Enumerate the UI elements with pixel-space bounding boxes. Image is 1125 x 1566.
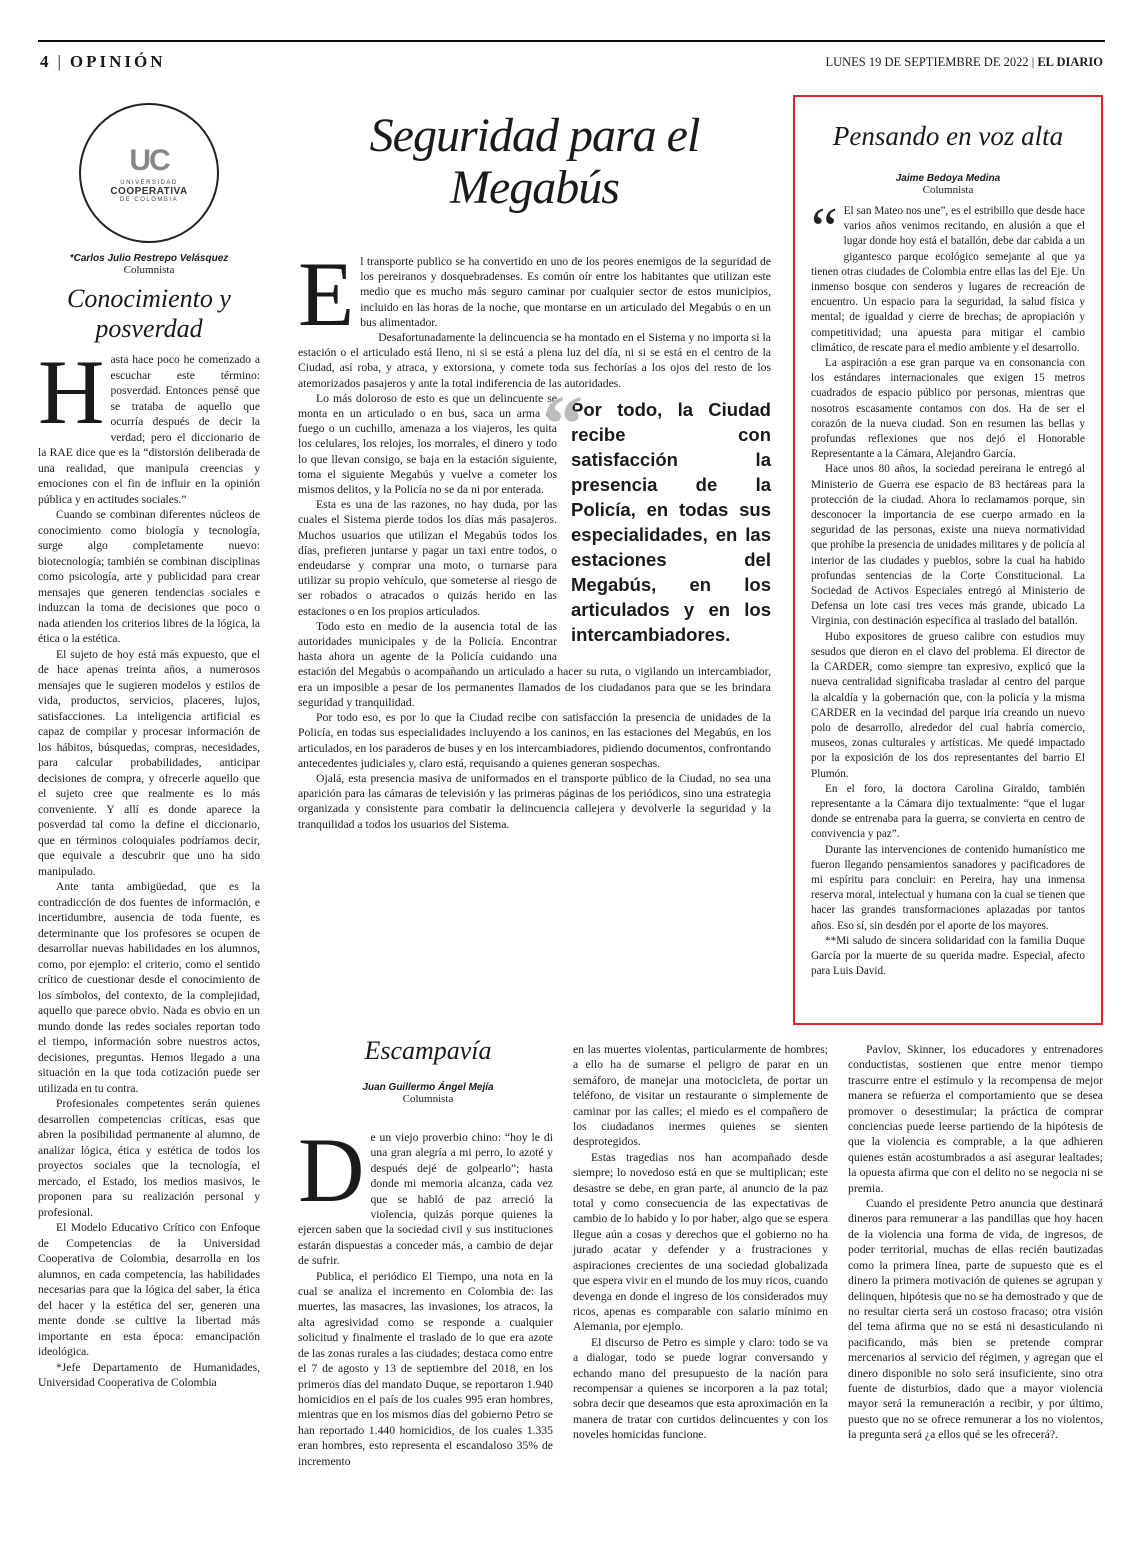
editorial-column [298,110,771,832]
left-author: *Carlos Julio Restrepo Velásquez [69,253,229,264]
logo-text-2: COOPERATIVA [110,185,188,197]
left-paragraph-3: El sujeto de hoy está más expuesto, que el de hace apenas treinta años, a numerosos mensajes que le sugieren modelos y estilos de vida, productos, servicios, placeres, lujos, satisfacciones. La inteligencia artificial es capaz de compilar y procesar información de los hábitos, búsquedas, compras, necesidades, para calcular probabilidades, anticipar decisiones de compra, y ofrecerle aquello que el sujeto cree que realmente es lo más conveniente. Y allí es donde aparece la posverdad tal como la define el diccionario, que en términos coloquiales podríamos decir, que equivale a descubrir que uno ha sido manipulado. [38,647,260,878]
page-header-section [40,52,166,72]
bottom-c3-paragraph-1: Pavlov, Skinner, los educadores y entrenadores conductistas, sostienen que entre menor tiempo trascurre entre el estímulo y la recompensa de mejor manera se refuerza el comportamiento que se desea promover o desestimular; la práctica de comprar conciencias puede leerse partiendo de la hipótesis de que la violencia es comprable, a la que adhieren quienes están acostumbrados a así asegurar lealtades; la opuesta afirma que con el delito no se negocia ni se premia. [848,1043,1103,1195]
right-boxed-column [793,95,1103,1025]
bottom-c2-paragraph-3: El discurso de Petro es simple y claro: todo se va a dialogar, todo se puede lograr conversando y echando mano del presupuesto de la nación para recompensar a quienes se incorporen a la paz total; sobra decir que deseamos que esta aproximación en la manera de tratar con curtidos delincuentes y con los noveles homicidas funcione. [573,1335,828,1442]
right-article-title: Pensando en voz alta [832,121,1064,151]
editorial-paragraph-7: Ojalá, esta presencia masiva de uniformados en el transporte público de la Ciudad, no sea una aparición para las cámaras de televisión y las primeras páginas de los periódicos, sino una estrategia organizada y consistente para combatir la delincuencia callejera y devolverle la seguridad y la tranquilidad a todos los usuarios del Sistema. [298,771,771,831]
editorial-paragraph-2: Desafortunadamente la delincuencia se ha montado en el Sistema y no importa si la estación o el articulado está lleno, ni si se está a plena luz del día, ni si se está en el centro de la Ciudad, así roba, y atraca, y extorsiona, y comete toda sus fechorías a los ojos del resto de los atemorizados pasajeros y ante la total indiferencia de las autoridades. [298,331,771,390]
bottom-c2-paragraph-2: Estas tragedias nos han acompañado desde siempre; lo novedoso está en que se multiplican; este desastre se debe, en gran parte, al anuncio de la paz total y como consecuencia de las expectativas de cambio de lo habido y lo por haber, algo que se espera llegue aún a cosas y derechos que el gobierno no ha jurado acatar y defender y a frustraciones y aspiraciones crecientes de una sociedad globalizada que espera vivir en el mundo de los muy ricos, cuando devenga en donde el ingreso de los considerados muy ricos, apenas es comparable con salario mínimo en Alemania, por ejemplo. [573,1150,828,1334]
editorial-paragraph-1: l transporte publico se ha convertido en uno de los peores enemigos de la seguridad de los pereiranos y dosquebradenses. Es común oír entre los habitantes que utilizan este medio que es mucho más seguro caminar por cualquier sector de estos municipios, incluido en las horas de la noche, que montarse en un articulado del Megabús o en un bus alimentador. [360,255,771,329]
bottom-column-2 [573,1042,828,1443]
left-column [38,95,260,1391]
newspaper-name: EL DIARIO [1037,55,1103,69]
right-role: Columnista [922,184,974,196]
right-paragraph-3: Hace unos 80 años, la sociedad pereirana le entregó al Ministerio de Guerra ese espacio de 83 hectáreas para la protección de la ciudad. Ahora lo reclamamos porque, sin desconocer la importancia de ese cuerpo armado en la seguridad de las personas, existe una nueva normatividad que prohíbe la presencia de unidades militares y de policía al interior de las ciudades y pueblos, sobre la cual ha habido profundas sentencias de la Corte Constitucional. La Sociedad de Activos Especiales entregó al Ministerio de Defensa un lote casi tres veces más grande, ubicado La Virginia, con destinación específica al traslado del batallón. [811,463,1085,628]
left-paragraph-1: asta hace poco he comenzado a escuchar este término: posverdad. Entonces pensé que se trataba de aquello que ocurría después de decir la verdad; pero el diccionario de la RAE dice que es la “distorsión deliberada de una realidad, que manipula creencias y emociones con el fin de influir en la opinión pública y en actitudes sociales.” [38,353,260,506]
bottom-column-1 [298,1119,553,1469]
issue-date: LUNES 19 DE SEPTIEMBRE DE 2022 | [825,55,1035,69]
university-logo [79,103,219,243]
editorial-paragraph-3: Lo más doloroso de esto es que un delincuente se monta en un articulado o en bus, saca un arma de fuego o un cuchillo, amenaza a los viajeros, les quita los celulares, los relojes, los morrales, el dinero y todo lo que llevan consigo, se baja en la estación siguiente, toma el siguiente Megabús y vuelve a cometer los mismos delitos, y la Policía no se da ni por enterada. [298,391,557,497]
logo-text-3: DE COLOMBIA [119,196,179,203]
bottom-role: Columnista [402,1093,454,1105]
left-dropcap: H [38,341,105,443]
right-paragraph-6: Durante las intervenciones de contenido humanístico me fueron llegando pensamientos sanadores y pacificadores de mi espíritu para concluir: en Pereira, hay una inmensa reserva moral, intelectual y humana con la cual se tienen que hacer las grandes transformaciones aplazadas por tantos años. Eso sí, sin desdén por el aporte de los mayores. [811,843,1085,932]
left-role: Columnista [123,264,175,276]
editorial-paragraph-4: Esta es una de las razones, no hay duda, por las cuales el Sistema pierde todos los días más pasajeros. Muchos usuarios que utilizan el Megabús todos los días, prefieren juntarse y pagar un taxi entre todos, o endeudarse y comprar una moto, o turnarse para utilizar su propio vehículo, que someterse al riesgo de ser robados o atracados o quizás herido en las estaciones o en los propios articulados. [298,498,557,618]
bottom-c3-paragraph-2: Cuando el presidente Petro anuncia que destinará dineros para remunerar a las pandillas que hoy hacen de la violencia una forma de vida, de ingresos, de poder territorial, muchas de ellas recién bautizadas como la primera línea, parte de supuesto que es el dinero la primera motivación de quienes se agrupan y delinquen, hipótesis que no se ha demostrado y que de no resultar cierta será un costoso fracaso; otra visión del tema afirma que no se está ni desasticulando ni pacificando, más bien se pretende comprar mercenarios al servicio del régimen, y agregan que el dinero disponible no solo será insuficiente, sino otra fuente de disturbios, dado que a mayor violencia mayor será la remuneración a recibir, y por último, puesto que no se ofrece remunerar a los no violentos, la pregunta será ¿a ellos qué se les ofrecerá?. [848,1197,1103,1442]
page-number: 4 [40,52,52,71]
pull-quote-text: Por todo, la Ciudad recibe con satisfacción la presencia de la Policía, en todas sus especialidades, en las estaciones del Megabús, en los articulados y en los intercambiadores. [571,398,771,645]
right-paragraph-1: El san Mateo nos une”, es el estribillo que desde hace varios años venimos recitando, en alusión a que el lugar donde hoy está el batallón, debe dar cabida a un gigantesco parque ecológico semejante al que ya tienen otras ciudades de Colombia entre ellas las del Eje. Un inmenso bosque con senderos y lugares de recreación de encuentro. Un espacio para la seguridad, la salud física y mental; de igualdad y cierre de brechas; de apropiación y competitividad; una apuesta para mitigar el cambio climático, de rescate para el medio ambiente y el desarrollo. [811,205,1085,354]
bottom-author: Juan Guillermo Ángel Mejía [362,1082,494,1093]
right-paragraph-5: En el foro, la doctora Carolina Giraldo, también representante a la Cámara dijo textualmente: “que el lugar donde se entrenaba para la guerra, se convierta en centro de convivencia y paz”. [811,782,1085,841]
right-article-body [811,196,1085,979]
section-name: OPINIÓN [69,52,166,71]
left-paragraph-6: El Modelo Educativo Crítico con Enfoque de Competencias de la Universidad Cooperativa de Colombia, desarrolla en los alumnos, en cada competencia, las habilidades necesarias para que la lógica del saber, la ética del hacer y la estética del ser, generen una mente donde se cultive la libertad más importante en esta época: emancipación ideológica. [38,1221,260,1358]
bottom-dropcap: D [298,1119,365,1221]
left-footnote: *Jefe Departamento de Humanidades, Universidad Cooperativa de Colombia [38,1360,260,1389]
right-paragraph-4: Hubo expositores de grueso calibre con estudios muy sesudos que dieron en el clavo del problema. El director de la CARDER, como siempre tan expresivo, explicó que la nueva centralidad significaba trasladar al centro del parque la alcaldía y la gobernación que, con la policía y la misma CARDER en la vecindad del parque iría creando un nuevo polo de desarrollo, alrededor del cual habría comercio, museos, zonas culturales y artísticas. Me quedé impactado por la exposición de los dos representantes del barrio El Plumón. [811,630,1085,780]
pull-quote [543,380,771,647]
left-paragraph-2: Cuando se combinan diferentes núcleos de conocimiento como biología y tecnología, surge algo completamente nuevo: biotecnología; también se combinan disciplinas como psicología, arte y publicidad para crear mensajes que generen tendencias sociales e induzcan la toma de decisiones que poco o nada atienden los criterios libres de la lógica, la ética o la estética. [38,508,260,645]
left-paragraph-4: Ante tanta ambigüedad, que es la contradicción de dos fuentes de información, e incertidumbre, ausencia de toda fuente, es determinante que los profesores se ocupen de desarrollar nuevas habilidades en los alumnos, como, por ejemplo: el criterio, como el sentido crítico de cuestionar desde el conocimiento de los símbolos, del contexto, de la complejidad, aquello que parece obvio. Nada es obvio en un mundo donde las redes sociales reportan todo el tiempo, información sobre nuestros actos, decisiones, preguntas. Hemos llegado a una situación en la que toda cotización puede ser utilizada en tu contra. [38,880,260,1095]
header-rule [38,40,1105,42]
open-quote-icon: “ [811,196,838,262]
right-paragraph-2: La aspiración a ese gran parque va en consonancia con los estándares internacionales que exigen 15 metros cuadrados de espacio público por personas, mientras que nosotros escasamente contamos con dos. Ha de ser el corazón de la nueva ciudad. Son en resumen las bellas y profundas reflexiones que nos dejó el Honorable Representante a la Cámara, Alejandro García. [811,357,1085,461]
editorial-dropcap: E [298,243,355,345]
left-paragraph-5: Profesionales competentes serán quienes desarrollen competencias críticas, esas que abren la posibilidad permanente al alumno, de analizar lógica, ética y estética de todos los proyectos sociales que la tecnología, el mercado, el Estado, los medios masivos, le proponen para su realización personal y profesional. [38,1097,260,1219]
bottom-byline [298,1082,558,1113]
bottom-c1-paragraph-1: e un viejo proverbio chino: “hoy le di una gran alegría a mi perro, lo azoté y después dejé de golpearlo”; hasta donde mi memoria alcanza, cada vez que se habló de paz arreció la violencia, quizás porque quienes la ejercen saben que la sociedad civil y sus instituciones estarán dispuestas a conceder más, a cambio de dejar de sufrir. [298,1131,553,1268]
logo-mark-icon: UC [129,143,169,177]
bottom-c1-paragraph-2: Publica, el periódico El Tiempo, una nota en la cual se analiza el incremento en Colombia de: las muertes, las masacres, las invasiones, los atracos, la alta agresividad como se responde a cualquier solicitud y finalmente el traslado de lo que era azote de las zonas rurales a las ciudades; destaca como entre el 7 de agosto y 13 de septiembre del 2018, en los primeros días del mandato Duque, se reportaron 1.940 homicidios en el país de los cuales 995 eran hombres, mientras que en los mismos días del gobierno Petro se han reportado 1.440 homicidios, de los cuales 1.335 eran hombres, esto representa el escandaloso 35% de incremento [298,1269,553,1468]
quote-mark-icon: “ [543,380,583,469]
header-separator: | [57,52,64,71]
logo-text-1: UNIVERSIDAD [120,179,178,186]
editorial-paragraph-6: Por todo eso, es por lo que la Ciudad recibe con satisfacción la presencia de unidades de la Policía, en todas sus especialidades incluyendo a los caninos, en las estaciones del Megabús, en los articulados, en los paraderos de buses y en los intercambiadores, pidiendo documentos, confrontando antecedentes judiciales y, claro está, requisando a quienes generan sospechas. [298,711,771,770]
left-article-title: Conocimiento y posverdad [67,284,231,343]
editorial-paragraph-5: Todo esto en medio de la ausencia total de las autoridades municipales y de la Policía. Encontrar hasta ahora un agente de la Policía cuidando una estación del Megabús o acompañando un articulado a hacer su ruta, o vigilando un intercambiador, era un imposible a pesar de los permanentes llamados de los ciudadanos para que se les brindara seguridad y tranquilidad. [298,619,771,709]
right-paragraph-7: **Mi saludo de sincera solidaridad con la familia Duque García por la muerte de su querida madre. Especial, afecto para Luis David. [811,934,1085,978]
left-article-body [38,341,260,1391]
bottom-article-title: Escampavía [364,1036,492,1065]
editorial-title: Seguridad para el Megabús [369,109,700,214]
bottom-column-3 [848,1042,1103,1443]
page-header-date [825,55,1103,70]
right-author: Jaime Bedoya Medina [895,173,1001,184]
editorial-body [298,243,771,832]
bottom-c2-paragraph-1: en las muertes violentas, particularmente de hombres; a ello ha de sumarse el peligro de parar en un semáforo, de manejar una motocicleta, de portar un teléfono, de visitar un restaurante o simplemente de caminar por las calles; el miedo es el compañero de los ciudadanos inermes quienes se sienten desprotegidos. [573,1043,828,1149]
